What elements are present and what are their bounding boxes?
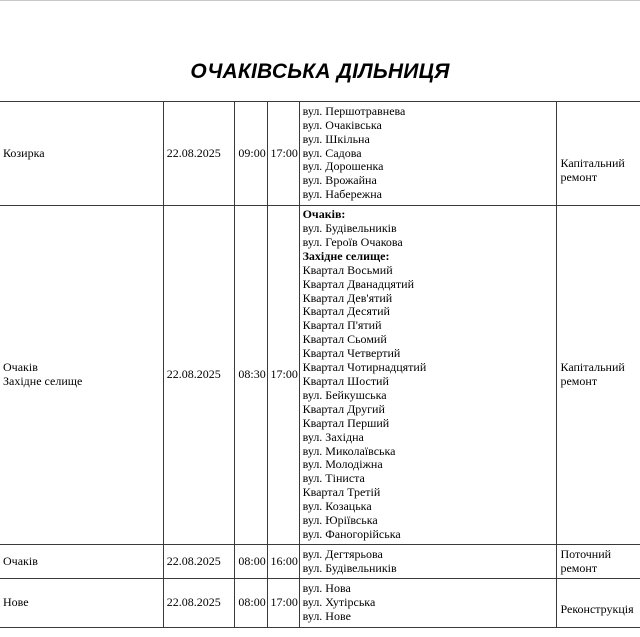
settlement-name: Нове (3, 595, 29, 610)
street-name: Квартал Сьомий (302, 332, 387, 347)
section-title: ОЧАКІВСЬКА ДІЛЬНИЦЯ (190, 60, 450, 83)
street-name: вул. Фаногорійська (302, 526, 401, 541)
street-name: Квартал Чотирнадцятий (302, 360, 427, 375)
street-name: вул. Врожайна (302, 173, 377, 188)
settlement-cell (0, 545, 163, 579)
work-type-label: ремонт (560, 374, 598, 388)
street-name: вул. Очаківська (302, 117, 382, 132)
streets-cell (299, 579, 557, 628)
time-from-cell: 08:00 (235, 579, 267, 628)
settlement-name: Очаків (3, 360, 38, 375)
street-name: вул. Першотравнева (302, 103, 406, 118)
street-name: Квартал Дванадцятий (302, 276, 414, 291)
settlement-name: Очаків (3, 553, 38, 568)
street-name: вул. Козацька (302, 499, 372, 514)
streets-cell (299, 545, 557, 579)
table-row (0, 102, 640, 206)
street-name: Квартал Четвертий (302, 346, 401, 361)
street-name: вул. Садова (302, 145, 362, 160)
settlement-cell (0, 579, 163, 628)
street-name: вул. Шкільна (302, 131, 370, 146)
top-rule (0, 0, 640, 1)
time-from-cell: 08:00 (235, 545, 267, 579)
street-name: вул. Молодіжна (302, 457, 383, 472)
area-heading: Очаків: (302, 207, 346, 222)
street-name: вул. Будівельників (302, 221, 397, 236)
date-cell: 22.08.2025 (163, 206, 235, 545)
time-to-cell: 16:00 (267, 545, 299, 579)
street-name: вул. Нове (302, 608, 351, 623)
street-name: вул. Західна (302, 429, 364, 444)
work-type-cell (557, 545, 640, 579)
street-name: Квартал Шостий (302, 374, 389, 388)
street-name: вул. Дегтярьова (302, 546, 383, 561)
street-name: вул. Дорошенка (302, 159, 384, 174)
street-name: Квартал П'ятий (302, 318, 382, 333)
time-to-cell: 17:00 (267, 102, 299, 206)
time-from-cell: 09:00 (235, 102, 267, 206)
street-name: вул. Нова (302, 581, 351, 596)
street-name: вул. Хутірська (302, 595, 376, 610)
time-to-cell: 17:00 (267, 206, 299, 545)
street-name: вул. Бейкушська (302, 387, 387, 402)
settlement-name: Західне селище (3, 374, 83, 388)
outage-table (0, 101, 640, 628)
street-name: Квартал Другий (302, 401, 385, 416)
work-type-label: ремонт (560, 560, 598, 575)
street-name: Квартал Восьмий (302, 262, 393, 277)
table-body (0, 102, 640, 628)
street-name: вул. Набережна (302, 187, 382, 202)
streets-cell (299, 206, 557, 545)
work-type-label: Поточний (560, 546, 612, 561)
work-type-label: ремонт (560, 170, 598, 184)
date-cell: 22.08.2025 (163, 579, 235, 628)
street-name: вул. Героїв Очакова (302, 234, 403, 249)
street-name: Квартал Дев'ятий (302, 290, 393, 305)
work-type-label: Капітальний (560, 156, 625, 171)
street-name: Квартал Перший (302, 415, 390, 430)
date-cell: 22.08.2025 (163, 102, 235, 206)
table-row (0, 579, 640, 628)
table-row (0, 545, 640, 579)
work-type-cell (557, 206, 640, 545)
street-name: Квартал Десятий (302, 304, 390, 319)
street-name: вул. Юріївська (302, 513, 378, 528)
work-type-label: Капітальний (560, 360, 625, 375)
street-name: вул. Тіниста (302, 471, 365, 486)
time-from-cell: 08:30 (235, 206, 267, 545)
settlement-name: Козирка (3, 145, 45, 160)
street-name: вул. Миколаївська (302, 443, 396, 458)
work-type-cell (557, 102, 640, 206)
area-heading: Західне селище: (302, 248, 390, 263)
settlement-cell (0, 102, 163, 206)
date-cell: 22.08.2025 (163, 545, 235, 579)
settlement-cell (0, 206, 163, 545)
time-to-cell: 17:00 (267, 579, 299, 628)
streets-cell (299, 102, 557, 206)
street-name: Квартал Третій (302, 485, 381, 500)
work-type-cell (557, 579, 640, 628)
work-type-label: Реконструкція (560, 601, 634, 616)
table-row (0, 206, 640, 545)
street-name: вул. Будівельників (302, 560, 397, 575)
